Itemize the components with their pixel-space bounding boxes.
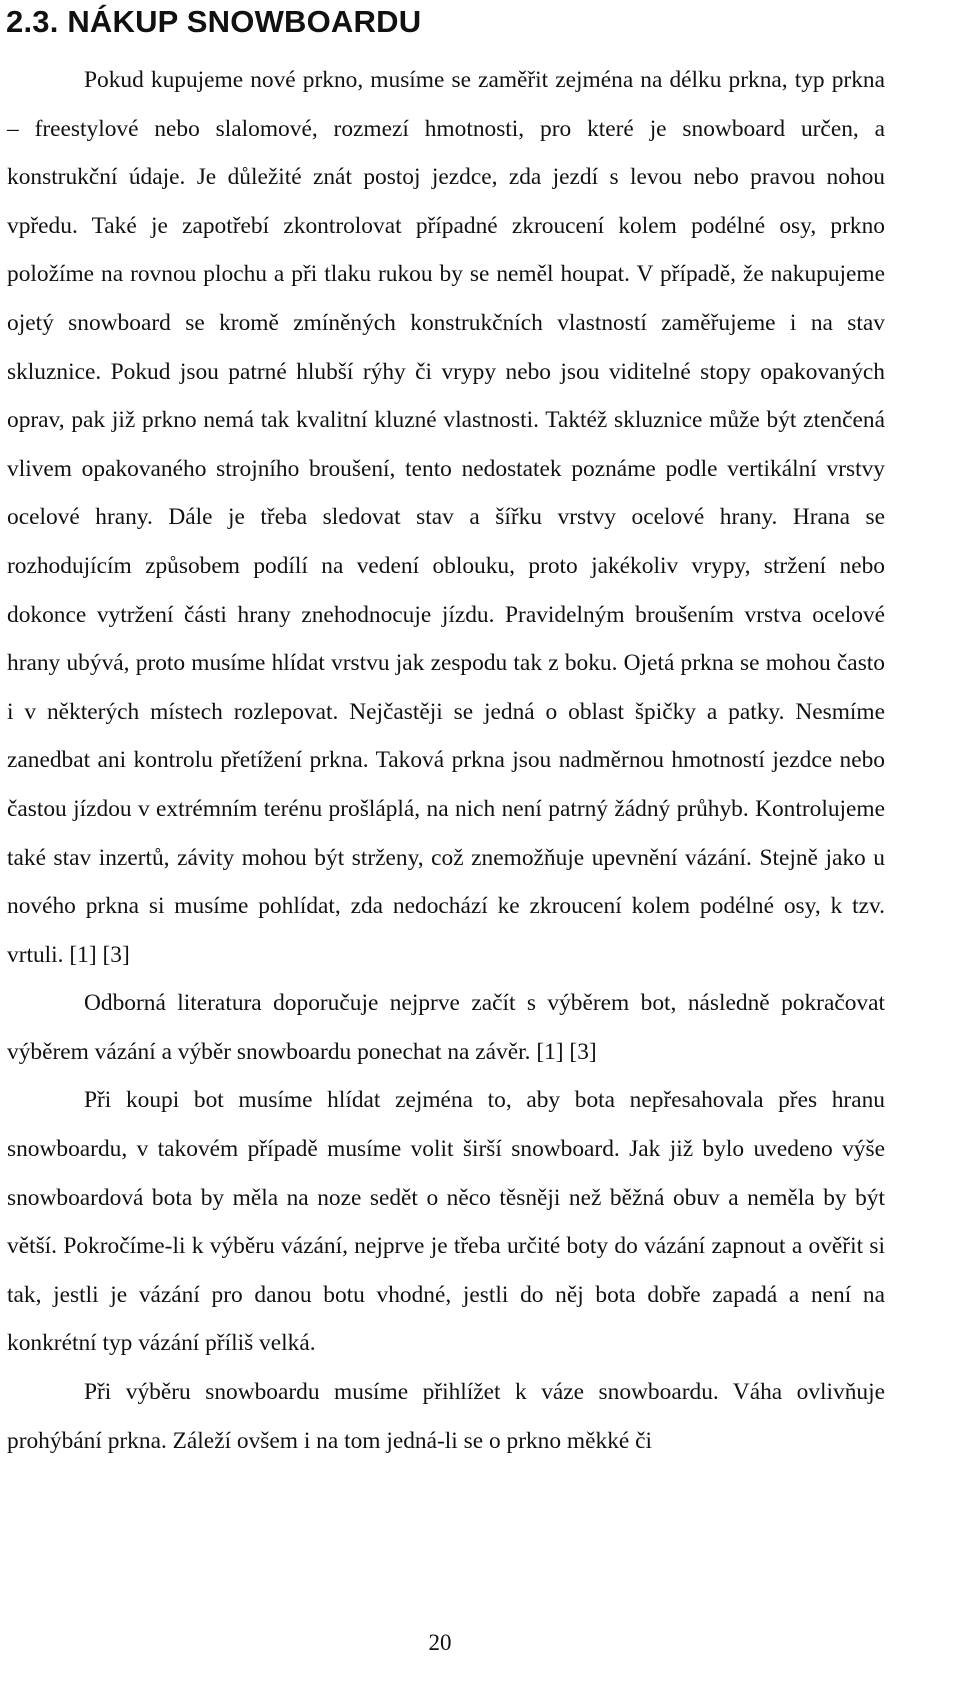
page-number: 20 <box>428 1630 452 1655</box>
section-heading: 2.3. NÁKUP SNOWBOARDU <box>6 4 422 39</box>
paragraph-4: Při výběru snowboardu musíme přihlížet k váze snowboardu. Váha ovlivňuje prohýbání prkna. Záleží ovšem i na tom jedná-li se o prkno měkké či <box>7 1379 885 1454</box>
paragraph-3: Při koupi bot musíme hlídat zejména to, aby bota nepřesahovala přes hranu snowboardu, v takovém případě musíme volit širší snowboard. Jak již bylo uvedeno výše snowboardová bota by měla na noze sedět o něco těsněji než běžná obuv a neměla by být větší. Pokročíme-li k výběru vázání, nejprve je třeba určité boty do vázání zapnout a ověřit si tak, jestli je vázání pro danou botu vhodné, jestli do něj bota dobře zapadá a není na konkrétní typ vázání příliš velká. <box>7 1087 885 1357</box>
body-text <box>7 56 885 1465</box>
paragraph-2: Odborná literatura doporučuje nejprve začít s výběrem bot, následně pokračovat výběrem vázání a výběr snowboardu ponechat na závěr. [1] [3] <box>7 990 885 1065</box>
paragraph-1: Pokud kupujeme nové prkno, musíme se zaměřit zejména na délku prkna, typ prkna – freestylové nebo slalomové, rozmezí hmotnosti, pro které je snowboard určen, a konstrukční údaje. Je důležité znát postoj jezdce, zda jezdí s levou nebo pravou nohou vpředu. Také je zapotřebí zkontrolovat případné zkroucení kolem podélné osy, prkno položíme na rovnou plochu a při tlaku rukou by se neměl houpat. V případě, že nakupujeme ojetý snowboard se kromě zmíněných konstrukčních vlastností zaměřujeme i na stav skluznice. Pokud jsou patrné hlubší rýhy či vrypy nebo jsou viditelné stopy opakovaných oprav, pak již prkno nemá tak kvalitní kluzné vlastnosti. Taktéž skluznice může být ztenčená vlivem opakovaného strojního broušení, tento nedostatek poznáme podle vertikální vrstvy ocelové hrany. Dále je třeba sledovat stav a šířku vrstvy ocelové hrany. Hrana se rozhodujícím způsobem podílí na vedení oblouku, proto jakékoliv vrypy, stržení nebo dokonce vytržení části hrany znehodnocuje jízdu. Pravidelným broušením vrstva ocelové hrany ubývá, proto musíme hlídat vrstvu jak zespodu tak z boku. Ojetá prkna se mohou často i v některých místech rozlepovat. Nejčastěji se jedná o oblast špičky a patky. Nesmíme zanedbat ani kontrolu přetížení prkna. Taková prkna jsou nadměrnou hmotností jezdce nebo častou jízdou v extrémním terénu prošláplá, na nich není patrný žádný průhyb. Kontrolujeme také stav inzertů, závity mohou být strženy, což znemožňuje upevnění vázání. Stejně jako u nového prkna si musíme pohlídat, zda nedochází ke zkroucení kolem podélné osy, k tzv. vrtuli. [1] [3] <box>7 67 885 968</box>
